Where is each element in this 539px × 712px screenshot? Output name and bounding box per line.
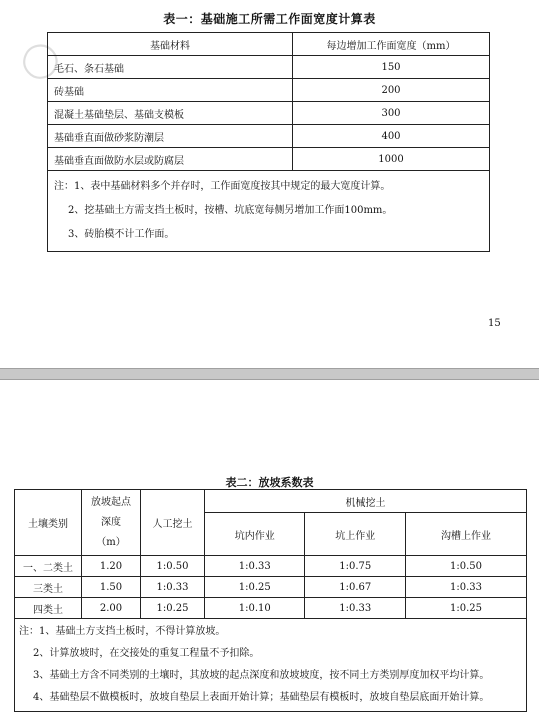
pit-top-cell: 1:0.75	[305, 556, 405, 577]
width-cell: 300	[293, 102, 490, 125]
notes-row	[48, 171, 490, 252]
material-cell: 混凝土基础垫层、基础支模板	[48, 102, 293, 125]
header-soil-type: 土壤类别	[15, 490, 82, 556]
table1-title: 表一：基础施工所需工作面宽度计算表	[163, 12, 376, 26]
width-cell: 400	[293, 125, 490, 148]
note-1: 注：1、表中基础材料多个并存时，工作面宽度按其中规定的最大宽度计算。	[54, 181, 391, 192]
manual-cell: 1:0.33	[141, 577, 205, 598]
width-cell: 200	[293, 79, 490, 102]
header-start-depth-l1: 放坡起点	[91, 496, 131, 508]
soil-cell: 三类土	[15, 577, 82, 598]
depth-cell: 2.00	[82, 598, 141, 619]
note-3: 3、砖胎模不计工作面。	[68, 229, 175, 240]
depth-cell: 1.20	[82, 556, 141, 577]
page-separator	[0, 368, 539, 380]
working-width-table	[47, 32, 490, 252]
width-cell: 1000	[293, 148, 490, 171]
manual-cell: 1:0.50	[141, 556, 205, 577]
pit-inside-cell: 1:0.10	[205, 598, 305, 619]
material-cell: 毛石、条石基础	[48, 56, 293, 79]
soil-cell: 四类土	[15, 598, 82, 619]
table-row	[48, 125, 490, 148]
header-width: 每边增加工作面宽度（mm）	[293, 33, 490, 56]
pit-inside-cell: 1:0.25	[205, 577, 305, 598]
header-start-depth-l2: 深度	[101, 516, 121, 528]
pit-top-cell: 1:0.67	[305, 577, 405, 598]
slope-coefficient-table	[14, 489, 527, 712]
material-cell: 砖基础	[48, 79, 293, 102]
table-row	[48, 79, 490, 102]
header-pit-top: 坑上作业	[305, 513, 405, 556]
pit-inside-cell: 1:0.33	[205, 556, 305, 577]
header-manual: 人工挖土	[141, 490, 205, 556]
header-pit-inside: 坑内作业	[205, 513, 305, 556]
note-2: 2、挖基础土方需支挡土板时，按槽、坑底宽每侧另增加工作面100mm。	[68, 205, 393, 216]
soil-cell: 一、二类土	[15, 556, 82, 577]
watermark: ◯	[11, 32, 67, 88]
material-cell: 基础垂直面做砂浆防潮层	[48, 125, 293, 148]
depth-cell: 1.50	[82, 577, 141, 598]
notes-cell	[15, 619, 527, 712]
pit-top-cell: 1:0.33	[305, 598, 405, 619]
table-row	[15, 577, 527, 598]
width-cell: 150	[293, 56, 490, 79]
table-row	[48, 56, 490, 79]
header-mechanical: 机械挖土	[205, 490, 527, 513]
header-material: 基础材料	[48, 33, 293, 56]
material-cell: 基础垂直面做防水层或防腐层	[48, 148, 293, 171]
header-trench-top: 沟槽上作业	[405, 513, 526, 556]
notes-cell	[48, 171, 490, 252]
trench-top-cell: 1:0.25	[405, 598, 526, 619]
table-header-row	[48, 33, 490, 56]
table-row	[48, 148, 490, 171]
trench-top-cell: 1:0.50	[405, 556, 526, 577]
note-1: 注：1、基础土方支挡土板时，不得计算放坡。	[19, 626, 226, 637]
header-start-depth-l3: （m）	[96, 536, 126, 548]
note-3: 3、基础土方含不同类别的土壤时，其放坡的起点深度和放坡坡度，按不同土方类别厚度加权平均计算。	[33, 670, 490, 681]
trench-top-cell: 1:0.33	[405, 577, 526, 598]
table-row	[15, 556, 527, 577]
note-2: 2、计算放坡时，在交接处的重复工程量不予扣除。	[33, 648, 260, 659]
table2-title: 表二：放坡系数表	[225, 476, 314, 489]
header-start-depth	[82, 490, 141, 556]
page-number: 15	[488, 318, 501, 329]
table-row	[15, 598, 527, 619]
table-header-row	[15, 490, 527, 513]
notes-row	[15, 619, 527, 712]
table-row	[48, 102, 490, 125]
manual-cell: 1:0.25	[141, 598, 205, 619]
note-4: 4、基础垫层不做模板时，放坡自垫层上表面开始计算；基础垫层有模板时，放坡自垫层底面开始计算。	[33, 692, 490, 703]
